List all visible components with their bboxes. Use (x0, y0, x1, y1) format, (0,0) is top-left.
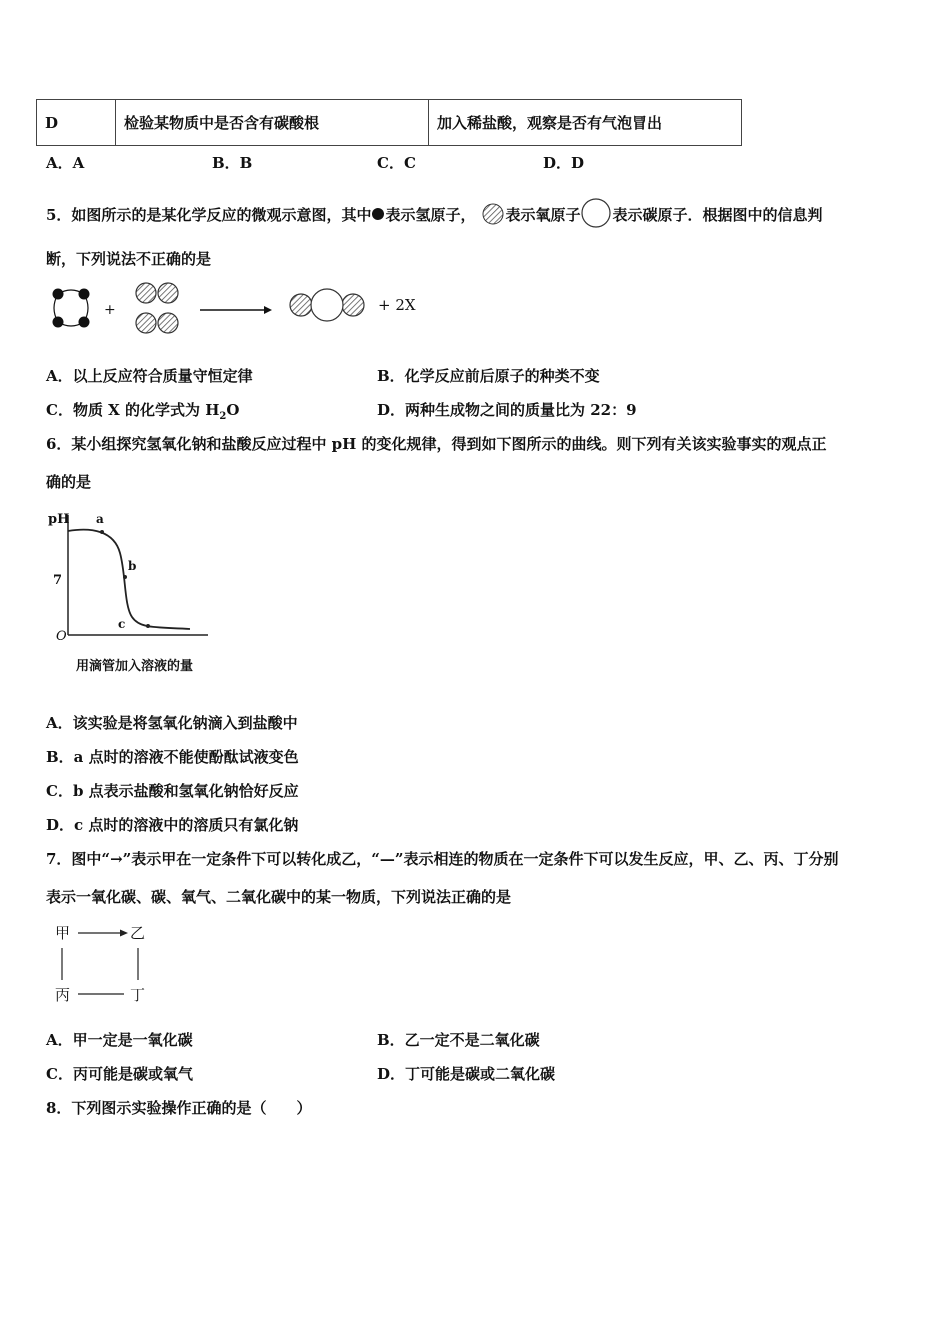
q5-option-c-text-end: O (226, 401, 240, 419)
q7-stem-line1: 7．图中“→”表示甲在一定条件下可以转化成乙，“—”表示相连的物质在一定条件下可以发生反应，甲、乙、丙、丁分别 (46, 850, 839, 868)
q8-stem: 8．下列图示实验操作正确的是（ ） (46, 1099, 312, 1117)
q5-option-c-text: C．物质 X 的化学式为 H (46, 401, 220, 419)
q6-stem-line1: 6．某小组探究氢氧化钠和盐酸反应过程中 pH 的变化规律，得到如下图所示的曲线。则下列有关该实验事实的观点正 (46, 435, 827, 453)
table-cell-purpose: 检验某物质中是否含有碳酸根 (116, 100, 429, 146)
oxygen-atom-icon (481, 202, 505, 226)
options-table (36, 99, 742, 146)
carbon-dioxide-molecule-icon (290, 289, 364, 321)
table-cell-method: 加入稀盐酸，观察是否有气泡冒出 (429, 100, 742, 146)
ph-curve-graph (40, 505, 220, 685)
relation-lines (50, 920, 160, 1006)
q6-stem-line2: 确的是 (46, 473, 92, 491)
q5-option-c[interactable] (46, 399, 239, 422)
q5-stem-part-a: 5．如图所示的是某化学反应的微观示意图，其中 (46, 205, 372, 224)
q6-option-a[interactable]: A．该实验是将氢氧化钠滴入到盐酸中 (46, 714, 298, 732)
q5-stem-part-b: 表示氢原子， (385, 205, 476, 224)
q5-stem-part-c: 表示氧原子 (505, 205, 581, 224)
q4-choice-a[interactable]: A．A (46, 154, 85, 172)
q7-option-a[interactable]: A．甲一定是一氧化碳 (46, 1031, 193, 1049)
point-c-label: c (118, 617, 126, 631)
oxygen-molecules-icon (136, 283, 178, 333)
x-axis-label: 用滴管加入溶液的量 (76, 659, 194, 674)
hydrogen-atom-icon (371, 207, 385, 221)
q4-choice-b[interactable]: B．B (212, 154, 253, 172)
node-bing: 丙 (55, 986, 71, 1004)
q5-option-a[interactable]: A．以上反应符合质量守恒定律 (46, 367, 253, 385)
y-axis-tick-7: 7 (53, 573, 63, 588)
q5-option-c-subscript: 2 (219, 411, 227, 422)
carbon-atom-icon (580, 198, 612, 230)
substance-relation-diagram (50, 920, 160, 1006)
point-a-marker (100, 530, 104, 534)
table-row (37, 100, 742, 146)
q5-stem-part-d: 表示碳原子．根据图中的信息判 (612, 205, 823, 224)
q6-option-b[interactable]: B．a 点时的溶液不能使酚酞试液变色 (46, 748, 299, 766)
origin-label: O (56, 629, 67, 644)
q6-option-d[interactable]: D．c 点时的溶液中的溶质只有氯化钠 (46, 816, 299, 834)
node-yi: 乙 (130, 924, 146, 942)
q7-stem-line2: 表示一氧化碳、碳、氧气、二氧化碳中的某一物质，下列说法正确的是 (46, 888, 512, 906)
q5-option-b[interactable]: B．化学反应前后原子的种类不变 (377, 367, 600, 385)
point-c-marker (146, 624, 150, 628)
q5-stem-line2: 断，下列说法不正确的是 (46, 250, 212, 268)
reaction-product-2x: + 2X (378, 296, 416, 314)
q5-option-d[interactable]: D．两种生成物之间的质量比为 22：9 (377, 401, 637, 419)
node-ding: 丁 (130, 986, 146, 1004)
table-cell-option: D (37, 100, 116, 146)
q5-stem (46, 198, 823, 230)
point-b-label: b (128, 559, 137, 573)
ph-curve-line (68, 530, 190, 629)
q7-option-d[interactable]: D．丁可能是碳或二氧化碳 (377, 1065, 556, 1083)
q4-choice-d[interactable]: D．D (543, 154, 585, 172)
point-a-label: a (96, 512, 104, 526)
q7-option-b[interactable]: B．乙一定不是二氧化碳 (377, 1031, 540, 1049)
q4-choice-c[interactable]: C．C (377, 154, 416, 172)
q6-option-c[interactable]: C．b 点表示盐酸和氢氧化钠恰好反应 (46, 782, 299, 800)
y-axis-label: pH (48, 512, 70, 527)
q7-option-c[interactable]: C．丙可能是碳或氧气 (46, 1065, 193, 1083)
reaction-plus-sign: + (104, 302, 116, 318)
methane-molecule-icon (53, 289, 90, 328)
node-jia: 甲 (55, 924, 71, 942)
point-b-marker (123, 575, 127, 579)
